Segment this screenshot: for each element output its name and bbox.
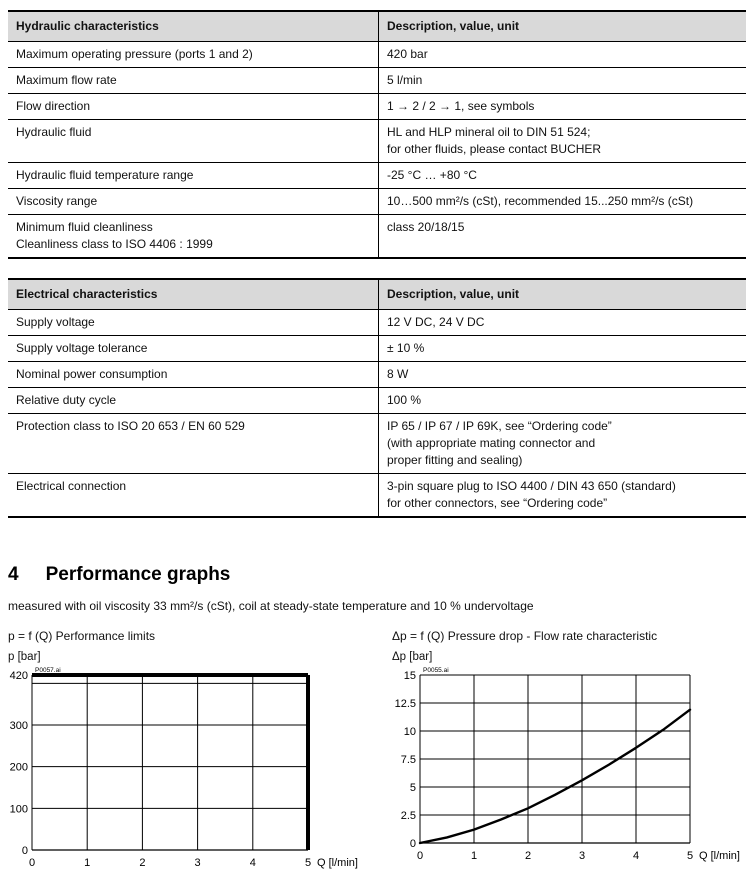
- table-row: [8, 474, 746, 518]
- electrical-table-header-label: Electrical characteristics: [8, 279, 379, 310]
- pressure-drop-svg: [392, 665, 754, 870]
- x-tick-label: 1: [84, 857, 91, 869]
- y-tick-label: 15: [403, 670, 416, 682]
- row-value: ± 10 %: [379, 336, 747, 362]
- table-header-row: [8, 279, 746, 310]
- row-label: Supply voltage: [8, 310, 379, 336]
- row-label: Hydraulic fluid temperature range: [8, 163, 379, 189]
- row-value: 5 l/min: [379, 68, 747, 94]
- chart-y-axis-label: p [bar]: [8, 651, 41, 663]
- row-value: 1 → 2 / 2 → 1, see symbols: [379, 94, 747, 120]
- row-label: Supply voltage tolerance: [8, 336, 379, 362]
- row-value: 3-pin square plug to ISO 4400 / DIN 43 650 (standard) for other connectors, see “Ordering code”: [379, 474, 747, 518]
- y-tick-label: 5: [409, 782, 416, 794]
- x-tick-label: 1: [470, 850, 478, 862]
- x-tick-label: 2: [524, 850, 532, 862]
- row-label: Relative duty cycle: [8, 388, 379, 414]
- pressure-drop-curve: [420, 710, 690, 843]
- row-label: Electrical connection: [8, 474, 379, 518]
- row-label: Protection class to ISO 20 653 / EN 60 529: [8, 414, 379, 474]
- performance-limits-svg: [8, 665, 392, 870]
- electrical-characteristics-table: [8, 278, 746, 518]
- y-tick-label: 300: [9, 720, 28, 732]
- performance-graphs: [8, 629, 754, 870]
- row-value: class 20/18/15: [379, 215, 747, 259]
- section-number: 4: [8, 564, 19, 585]
- x-tick-label: 0: [416, 850, 424, 862]
- x-tick-label: 4: [632, 850, 640, 862]
- y-tick-label: 200: [9, 761, 28, 774]
- hydraulic-characteristics-table: [8, 10, 746, 259]
- x-axis-label: Q [l/min]: [317, 857, 358, 869]
- table-row: [8, 163, 746, 189]
- x-tick-label: 5: [686, 850, 694, 862]
- row-value: -25 °C … +80 °C: [379, 163, 747, 189]
- y-tick-label: 10: [403, 726, 416, 738]
- row-label: Flow direction: [8, 94, 379, 120]
- row-value: 420 bar: [379, 42, 747, 68]
- y-tick-label: 420: [9, 670, 28, 682]
- row-label: Minimum fluid cleanliness Cleanliness class to ISO 4406 : 1999: [8, 215, 379, 259]
- row-label: Nominal power consumption: [8, 362, 379, 388]
- table-header-row: [8, 11, 746, 42]
- x-tick-label: 4: [249, 857, 256, 869]
- table-row: [8, 120, 746, 163]
- row-label: Maximum flow rate: [8, 68, 379, 94]
- table-row: [8, 94, 746, 120]
- performance-limits-plot-area: [8, 665, 392, 870]
- x-tick-label: 2: [139, 857, 146, 869]
- x-tick-label: 3: [194, 857, 201, 869]
- pressure-drop-plot-area: [392, 665, 754, 870]
- row-value: 12 V DC, 24 V DC: [379, 310, 747, 336]
- electrical-table-header-value: Description, value, unit: [379, 279, 747, 310]
- measurement-note: measured with oil viscosity 33 mm²/s (cSt), coil at steady-state temperature and 10 % undervoltage: [8, 599, 534, 613]
- x-tick-label: 5: [304, 857, 312, 869]
- plot-watermark: P0055.ai: [423, 667, 449, 674]
- row-label: Maximum operating pressure (ports 1 and 2): [8, 42, 379, 68]
- plot-watermark: P0057.ai: [35, 667, 61, 674]
- table-row: [8, 42, 746, 68]
- table-row: [8, 215, 746, 259]
- x-tick-label: 0: [28, 857, 36, 869]
- row-value: IP 65 / IP 67 / IP 69K, see “Ordering code” (with appropriate mating connector and proper fitting and sealing): [379, 414, 747, 474]
- row-value: 100 %: [379, 388, 747, 414]
- chart-y-axis-label: Δp [bar]: [392, 651, 433, 663]
- y-tick-label: 2.5: [400, 810, 416, 822]
- y-tick-label: 100: [9, 803, 28, 816]
- y-tick-label: 12.5: [394, 698, 416, 710]
- chart-title: p = f (Q) Performance limits: [8, 629, 156, 643]
- table-row: [8, 362, 746, 388]
- row-value: 8 W: [379, 362, 747, 388]
- x-axis-label: Q [l/min]: [699, 850, 740, 862]
- table-row: [8, 336, 746, 362]
- table-row: [8, 388, 746, 414]
- chart-title: Δp = f (Q) Pressure drop - Flow rate characteristic: [392, 629, 658, 643]
- section-title: Performance graphs: [45, 564, 231, 585]
- pressure-drop-chart: [392, 629, 754, 870]
- y-tick-label: 7.5: [400, 754, 416, 766]
- table-row: [8, 414, 746, 474]
- y-tick-label: 0: [409, 838, 416, 850]
- hydraulic-table-header-label: Hydraulic characteristics: [8, 11, 379, 42]
- row-label: Hydraulic fluid: [8, 120, 379, 163]
- y-tick-label: 0: [21, 845, 28, 857]
- table-row: [8, 189, 746, 215]
- table-row: [8, 310, 746, 336]
- hydraulic-table-header-value: Description, value, unit: [379, 11, 747, 42]
- x-tick-label: 3: [578, 850, 586, 862]
- performance-limits-chart: [8, 629, 392, 870]
- table-row: [8, 68, 746, 94]
- row-value: HL and HLP mineral oil to DIN 51 524; for other fluids, please contact BUCHER: [379, 120, 747, 163]
- section-heading: [8, 564, 754, 586]
- row-label: Viscosity range: [8, 189, 379, 215]
- row-value: 10…500 mm²/s (cSt), recommended 15...250 mm²/s (cSt): [379, 189, 747, 215]
